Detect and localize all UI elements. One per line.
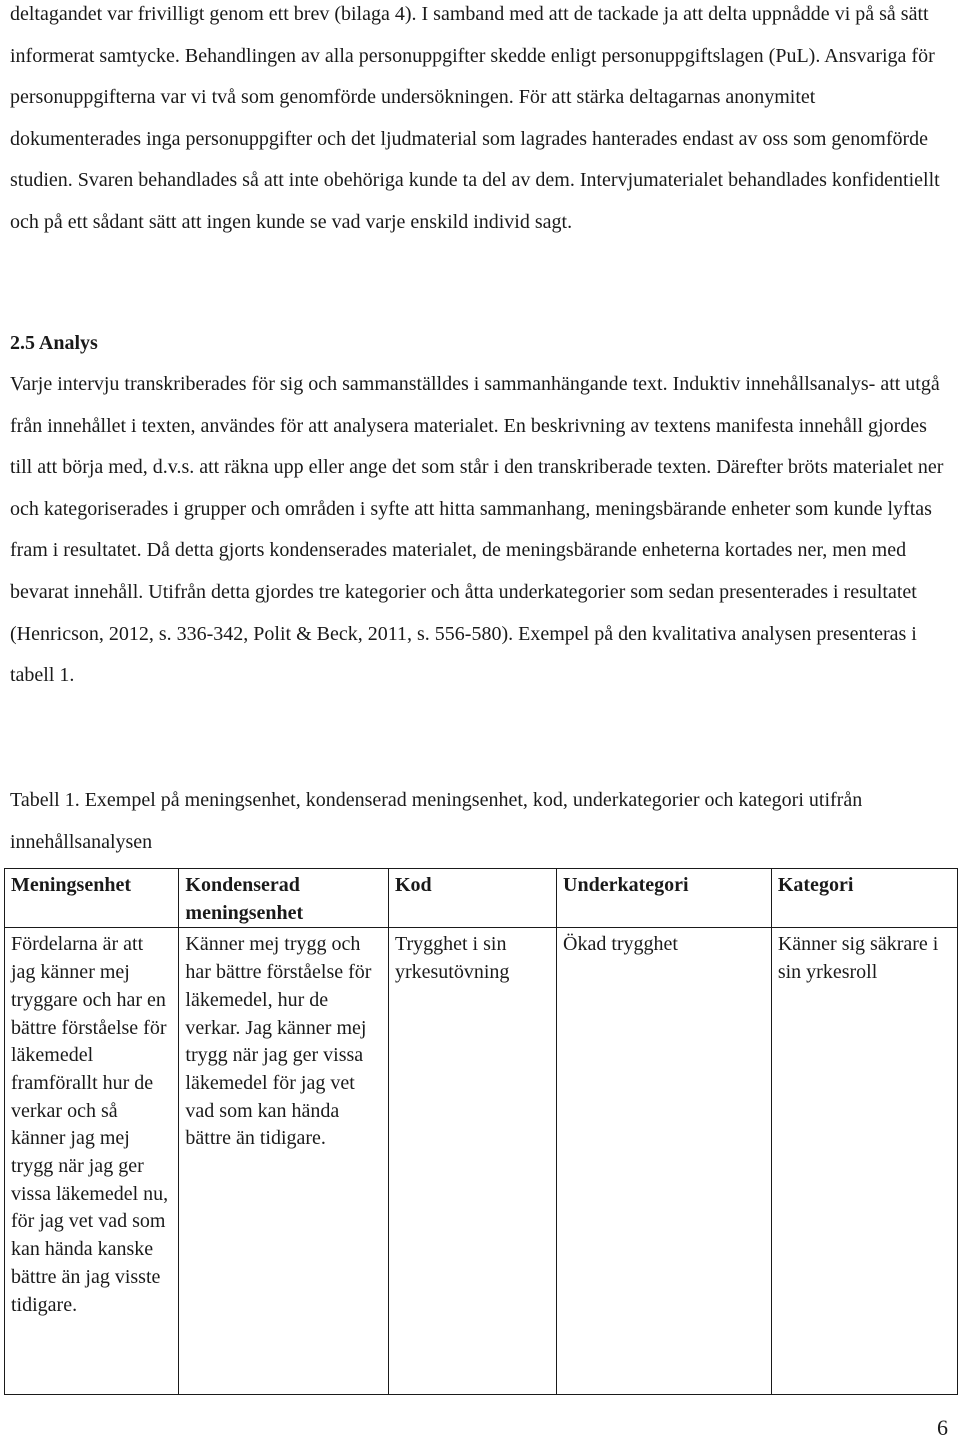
paragraph-ethics: deltagandet var frivilligt genom ett brev (bilaga 4). I samband med att de tackade ja att delta uppnådde vi på så sätt informerat samtycke. Behandlingen av alla personuppgifter skedde enligt personuppgiftslagen (PuL). Ansvariga för personuppgifterna var vi två som genomförde undersökningen. För att stärka deltagarnas anonymitet dokumenterades inga personuppgifter och det ljudmaterial som lagrades hanterades endast av oss som genomförde studien. Svaren behandlades så att inte obehöriga kunde ta del av dem. Intervjumaterialet behandlades konfidentiellt och på ett sådant sätt att ingen kunde se vad varje enskild individ sagt.: [10, 3, 940, 233]
header-kod: Kod: [388, 869, 556, 928]
page-number: 6: [937, 1415, 948, 1440]
cell-kondenserad-meningsenhet: Känner mej trygg och har bättre förståelse för läkemedel, hur de verkar. Jag känner mej trygg när jag ger vissa läkemedel för jag vet vad som kan hända bättre än tidigare.: [179, 928, 389, 1395]
cell-underkategori: Ökad trygghet: [557, 928, 772, 1395]
cell-kod: Trygghet i sin yrkesutövning: [388, 928, 556, 1395]
cell-meningsenhet: Fördelarna är att jag känner mej tryggare och har en bättre förståelse för läkemedel framförallt hur de verkar och så känner jag mej trygg när jag ger vissa läkemedel nu, för jag vet vad som kan hända kanske bättre än jag visste tidigare.: [5, 928, 179, 1395]
section-heading-analys: 2.5 Analys: [10, 332, 98, 354]
header-meningsenhet: Meningsenhet: [5, 869, 179, 928]
table-header-row: [5, 869, 958, 928]
header-kondenserad-meningsenhet: Kondenserad meningsenhet: [179, 869, 389, 928]
header-kategori: Kategori: [771, 869, 957, 928]
paragraph-analysis: Varje intervju transkriberades för sig och sammanställdes i sammanhängande text. Induktiv innehållsanalys- att utgå från innehållet i texten, användes för att analysera materialet. En beskrivning av textens manifesta innehåll gjordes till att börja med, d.v.s. att räkna upp eller ange det som står i den transkriberade texten. Därefter bröts materialet ner och kategoriserades i grupper och områden i syfte att hitta sammanhang, meningsbärande enheter som kunde lyftas fram i resultatet. Då detta gjorts kondenserades materialet, de meningsbärande enheterna kortades ner, men med bevarat innehåll. Utifrån detta gjordes tre kategorier och åtta underkategorier som sedan presenterades i resultatet (Henricson, 2012, s. 336-342, Polit & Beck, 2011, s. 556-580). Exempel på den kvalitativa analysen presenteras i tabell 1.: [10, 373, 944, 687]
header-underkategori: Underkategori: [557, 869, 772, 928]
cell-kategori: Känner sig säkrare i sin yrkesroll: [771, 928, 957, 1395]
table-row: [5, 928, 958, 1395]
table-caption: Tabell 1. Exempel på meningsenhet, kondenserad meningsenhet, kod, underkategorier och kategori utifrån innehållsanalysen: [10, 789, 863, 853]
analysis-table: [4, 868, 958, 1395]
